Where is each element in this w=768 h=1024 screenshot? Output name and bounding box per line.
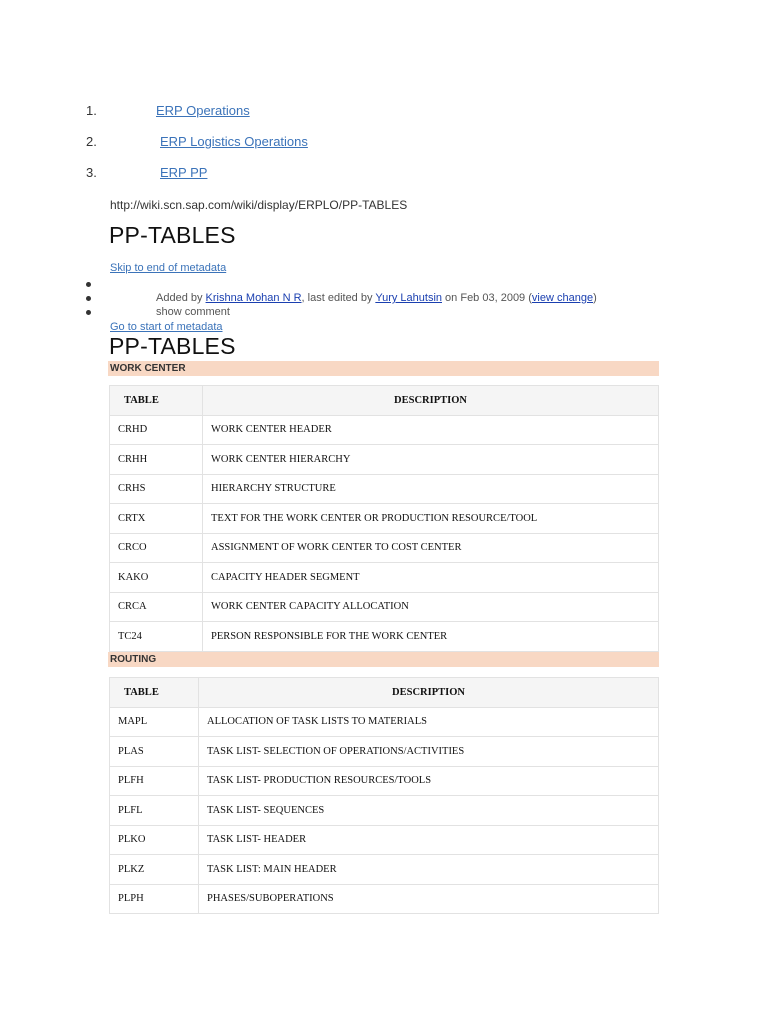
bullet-icon xyxy=(86,296,91,301)
source-url: http://wiki.scn.sap.com/wiki/display/ERPLO/PP-TABLES xyxy=(110,198,408,212)
table-row xyxy=(110,415,659,445)
page-title: PP-TABLES xyxy=(109,222,236,248)
bullet-icon xyxy=(86,282,91,287)
table-name-cell: CRCA xyxy=(110,592,203,622)
column-header-table: TABLE xyxy=(110,678,199,708)
table-name-cell: CRHH xyxy=(110,445,203,475)
table-name-cell: TC24 xyxy=(110,622,203,652)
table-name-cell: PLPH xyxy=(110,884,199,914)
description-cell: TASK LIST: MAIN HEADER xyxy=(199,855,659,885)
table-name-cell: PLFH xyxy=(110,766,199,796)
column-header-description: DESCRIPTION xyxy=(203,386,659,416)
list-number: 3. xyxy=(86,165,97,180)
close-paren: ) xyxy=(593,292,597,304)
table-row xyxy=(110,825,659,855)
table-row xyxy=(110,504,659,534)
table-header-row xyxy=(110,678,659,708)
table-name-cell: PLKZ xyxy=(110,855,199,885)
description-cell: WORK CENTER HIERARCHY xyxy=(203,445,659,475)
table-row xyxy=(110,855,659,885)
table-row xyxy=(110,766,659,796)
description-cell: WORK CENTER HEADER xyxy=(203,415,659,445)
description-cell: ASSIGNMENT OF WORK CENTER TO COST CENTER xyxy=(203,533,659,563)
table-name-cell: PLFL xyxy=(110,796,199,826)
skip-to-end-link[interactable]: Skip to end of metadata xyxy=(110,262,227,274)
show-comment-link[interactable]: show comment xyxy=(156,306,230,318)
description-cell: ALLOCATION OF TASK LISTS TO MATERIALS xyxy=(199,707,659,737)
table-row xyxy=(110,533,659,563)
page-metadata xyxy=(156,292,597,304)
section-heading-routing: ROUTING xyxy=(108,652,659,667)
table-row xyxy=(110,884,659,914)
table-name-cell: CRTX xyxy=(110,504,203,534)
table-row xyxy=(110,474,659,504)
table-row xyxy=(110,622,659,652)
description-cell: TASK LIST- SEQUENCES xyxy=(199,796,659,826)
breadcrumb-link-erp-logistics-operations[interactable]: ERP Logistics Operations xyxy=(160,134,308,149)
table-row xyxy=(110,796,659,826)
column-header-description: DESCRIPTION xyxy=(199,678,659,708)
bullet-icon xyxy=(86,310,91,315)
list-number: 1. xyxy=(86,103,97,118)
breadcrumb-link-erp-pp[interactable]: ERP PP xyxy=(160,165,208,180)
description-cell: PERSON RESPONSIBLE FOR THE WORK CENTER xyxy=(203,622,659,652)
table-row xyxy=(110,563,659,593)
description-cell: WORK CENTER CAPACITY ALLOCATION xyxy=(203,592,659,622)
table-name-cell: KAKO xyxy=(110,563,203,593)
routing-table xyxy=(109,677,659,914)
description-cell: HIERARCHY STRUCTURE xyxy=(203,474,659,504)
table-row xyxy=(110,445,659,475)
table-name-cell: MAPL xyxy=(110,707,199,737)
description-cell: TASK LIST- PRODUCTION RESOURCES/TOOLS xyxy=(199,766,659,796)
description-cell: TEXT FOR THE WORK CENTER OR PRODUCTION RESOURCE/TOOL xyxy=(203,504,659,534)
edited-by-label: , last edited by xyxy=(301,292,376,304)
editor-link[interactable]: Yury Lahutsin xyxy=(375,292,442,304)
table-name-cell: CRCO xyxy=(110,533,203,563)
description-cell: PHASES/SUBOPERATIONS xyxy=(199,884,659,914)
table-header-row xyxy=(110,386,659,416)
content-title: PP-TABLES xyxy=(109,333,236,359)
table-row xyxy=(110,737,659,767)
edit-date: on Feb 03, 2009 ( xyxy=(442,292,532,304)
author-link[interactable]: Krishna Mohan N R xyxy=(205,292,302,304)
breadcrumb-link-erp-operations[interactable]: ERP Operations xyxy=(156,103,250,118)
table-name-cell: CRHS xyxy=(110,474,203,504)
table-name-cell: PLKO xyxy=(110,825,199,855)
section-heading-work-center: WORK CENTER xyxy=(108,361,659,376)
description-cell: TASK LIST- HEADER xyxy=(199,825,659,855)
table-name-cell: CRHD xyxy=(110,415,203,445)
description-cell: CAPACITY HEADER SEGMENT xyxy=(203,563,659,593)
column-header-table: TABLE xyxy=(110,386,203,416)
description-cell: TASK LIST- SELECTION OF OPERATIONS/ACTIVITIES xyxy=(199,737,659,767)
work-center-table xyxy=(109,385,659,652)
table-row xyxy=(110,707,659,737)
table-row xyxy=(110,592,659,622)
table-name-cell: PLAS xyxy=(110,737,199,767)
go-to-start-link[interactable]: Go to start of metadata xyxy=(110,321,223,333)
list-number: 2. xyxy=(86,134,97,149)
view-change-link[interactable]: view change xyxy=(531,292,594,304)
added-by-label: Added by xyxy=(156,292,206,304)
